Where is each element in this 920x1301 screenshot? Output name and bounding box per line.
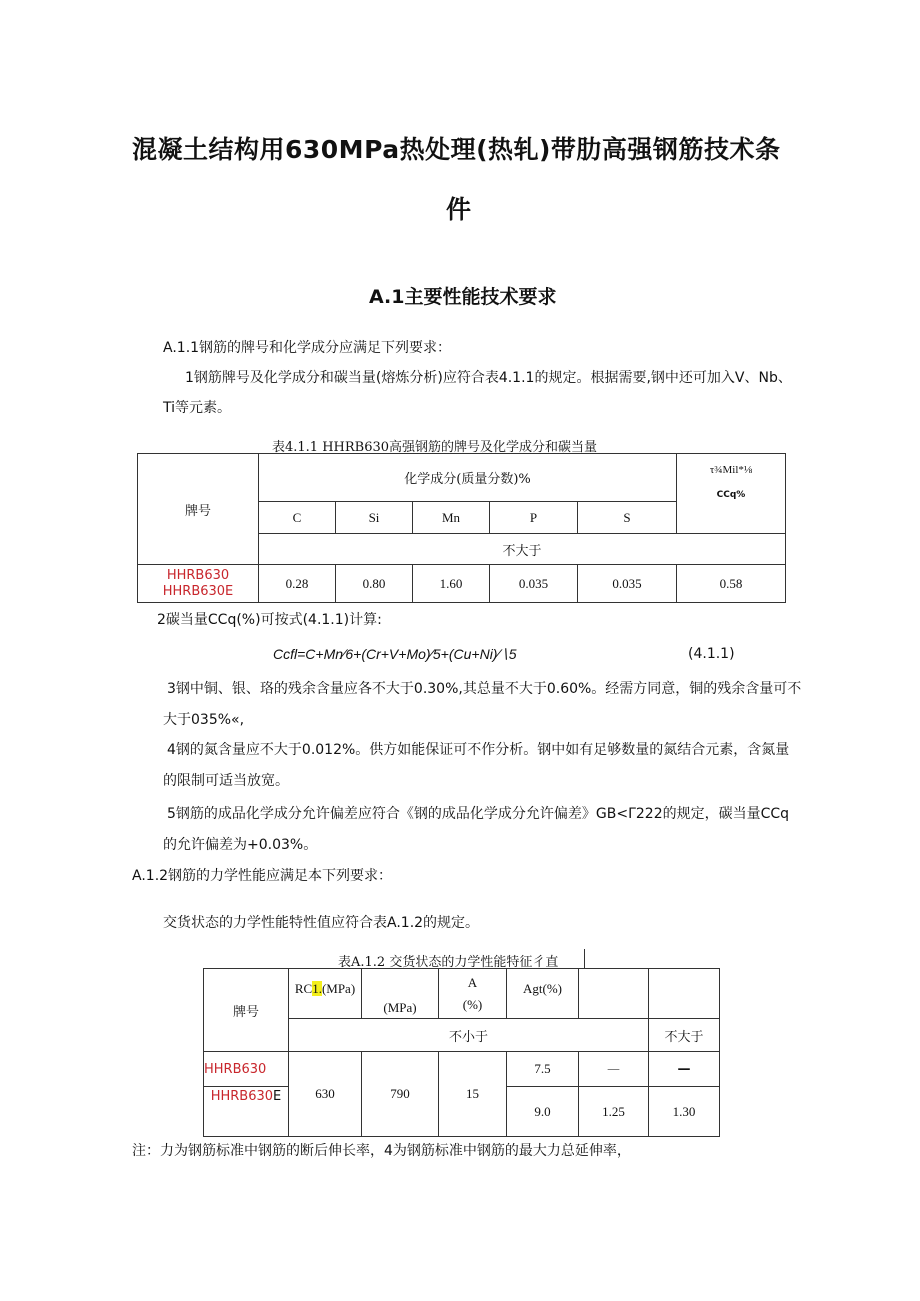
rel-prefix: RC <box>294 981 313 996</box>
table2-a-value: 15 <box>439 1052 507 1137</box>
col-s: S <box>578 502 677 534</box>
table2-col7-header <box>649 969 720 1019</box>
clause-a11: A.1.1钢筋的牌号和化学成分应满足下列要求： <box>163 340 452 356</box>
clause-a12: A.1.2钢筋的力学性能应满足本下列要求： <box>132 868 393 884</box>
ceq-header-top: τ¾Mil*⅛ <box>709 464 753 476</box>
table2-rel-header <box>289 969 362 1019</box>
table1-ceq-header <box>677 454 786 534</box>
table2-grade1: HHRB630 <box>204 1052 289 1087</box>
grade-hhrb630: HHRB630 <box>166 567 230 583</box>
value-c: 0.28 <box>259 565 336 603</box>
clause-5-line2: 的允许偏差为+0.03%。 <box>163 837 318 853</box>
table2-rel-value: 630 <box>289 1052 362 1137</box>
clause-3-line2: 大于035%«, <box>163 712 245 728</box>
col-si: Si <box>336 502 413 534</box>
clause-2: 2碳当量CCq(%)可按式(4.1.1)计算: <box>157 612 382 628</box>
table1-limit-label: 不大于 <box>259 534 786 565</box>
chemical-composition-table <box>137 453 786 603</box>
table1-caption: 表4.1.1 HHRB630高强钢筋的牌号及化学成分和碳当量 <box>272 440 598 455</box>
rel-unit: (MPa) <box>321 981 356 996</box>
caption-divider <box>584 949 585 968</box>
clause-3-line1: 3钢中铜、银、珞的残余含量应各不大于0.30%,其总量不大于0.60%。经需方同意，铜的残余含量可不 <box>167 681 802 697</box>
grade-hhrb630e: HHRB630E <box>162 583 234 599</box>
table2-grade2-red: HHRB630 <box>210 1089 274 1104</box>
table-note: 注：力为钢筋标准中钢筋的断后伸长率，4为钢筋标准中钢筋的最大力总延伸率， <box>132 1143 631 1159</box>
value-mn: 1.60 <box>413 565 490 603</box>
ceq-header-bottom: CCq% <box>716 490 746 500</box>
clause-1-line1: 1钢筋牌号及化学成分和碳当量(熔炼分析)应符合表4.1.1的规定。根据需要,钢中还可加入V、Nb、 <box>185 370 792 386</box>
delivery-state-text: 交货状态的力学性能特性值应符合表A.1.2的规定。 <box>163 915 480 931</box>
a-symbol: A <box>467 974 478 990</box>
table2-caption: 表A.1.2 交货状态的力学性能特征彳直 <box>338 955 559 970</box>
formula-number: (4.1.1) <box>688 646 735 662</box>
table2-grade-header: 牌号 <box>204 969 289 1052</box>
value-si: 0.80 <box>336 565 413 603</box>
clause-1-line2: Ti等元素。 <box>163 400 232 416</box>
table1-chem-header: 化学成分(质量分数)% <box>259 454 677 502</box>
a-unit: (%) <box>462 996 483 1012</box>
table2-col7-row2: 1.30 <box>649 1087 720 1137</box>
col-mn: Mn <box>413 502 490 534</box>
value-p: 0.035 <box>490 565 578 603</box>
clause-4-line1: 4钢的氮含量应不大于0.012%。供方如能保证可不作分析。钢中如有足够数量的氮结合元素，含氮量 <box>167 742 790 758</box>
table2-agt2: 9.0 <box>507 1087 579 1137</box>
clause-4-line2: 的限制可适当放宽。 <box>163 773 289 789</box>
table2-col6-header <box>579 969 649 1019</box>
doc-title-line2: 件 <box>446 195 472 224</box>
table1-grade-header: 牌号 <box>138 454 259 565</box>
table2-col6-row1: — <box>579 1052 649 1087</box>
value-s: 0.035 <box>578 565 677 603</box>
table2-rm-value: 790 <box>362 1052 439 1137</box>
table2-agt-header: Agt(%) <box>507 969 579 1019</box>
clause-5-line1: 5钢筋的成品化学成分允许偏差应符合《钢的成品化学成分允许偏差》GB<Γ222的规定，碳当量CCq <box>167 806 790 822</box>
mechanical-properties-table <box>203 968 720 1137</box>
ceq-formula: Ccfl=C+Mn∕6+(Cr+V+Mo)∕5+(Cu+Ni)∕∖5 <box>273 646 517 662</box>
col-p: P <box>490 502 578 534</box>
rel-highlight: 1. <box>312 981 322 996</box>
table2-max-label: 不大于 <box>649 1019 720 1052</box>
section-heading: A.1主要性能技术要求 <box>369 286 557 308</box>
table2-a-header <box>439 969 507 1019</box>
value-ceq: 0.58 <box>677 565 786 603</box>
table2-min-label: 不小于 <box>289 1019 649 1052</box>
table2-rm-header: (MPa) <box>362 969 439 1019</box>
doc-title-line1: 混凝土结构用630MPa热处理(热轧)带肋高强钢筋技术条 <box>132 135 781 164</box>
grade2-suffix: E <box>273 1089 282 1104</box>
col-c: C <box>259 502 336 534</box>
table2-agt1: 7.5 <box>507 1052 579 1087</box>
table2-grade2-cell <box>204 1087 289 1137</box>
table2-col7-row1: — <box>649 1052 720 1087</box>
table1-grades <box>138 565 259 603</box>
table2-col6-row2: 1.25 <box>579 1087 649 1137</box>
